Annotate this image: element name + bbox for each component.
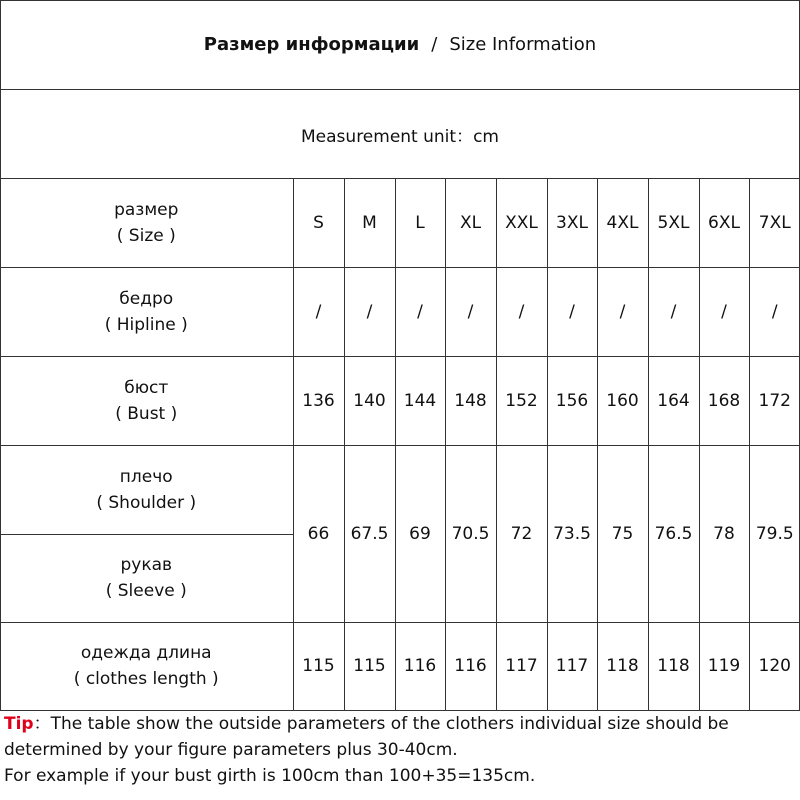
length-cell: 116 [395, 622, 445, 710]
length-cell: 116 [445, 622, 496, 710]
length-row [0, 622, 800, 710]
shoulder-sleeve-cell: 72 [496, 445, 547, 622]
size-cell: 3XL [547, 179, 597, 267]
bust-label [0, 356, 293, 445]
shoulder-sleeve-cell: 76.5 [648, 445, 699, 622]
size-cell: 5XL [648, 179, 699, 267]
bust-row [0, 356, 800, 445]
sleeve-label [0, 534, 293, 622]
bust-cell: 160 [597, 356, 648, 445]
tip-note [4, 711, 796, 789]
hip-label-en: ( Hipline ) [104, 314, 188, 335]
shoulder-sleeve-cell: 70.5 [445, 445, 496, 622]
hip-cell: / [699, 267, 749, 356]
shoulder-sleeve-cell: 75 [597, 445, 648, 622]
tip-line-1 [4, 711, 796, 737]
size-row [0, 179, 800, 267]
length-cell: 117 [496, 622, 547, 710]
length-cell: 117 [547, 622, 597, 710]
length-cell: 115 [293, 622, 344, 710]
shoulder-sleeve-cell: 73.5 [547, 445, 597, 622]
length-label-ru: одежда длина [80, 643, 212, 663]
size-cell: 6XL [699, 179, 749, 267]
size-cell: S [293, 179, 344, 267]
hip-cell: / [445, 267, 496, 356]
hip-label-ru: бедро [119, 288, 174, 309]
length-cell: 119 [699, 622, 749, 710]
title-row [0, 0, 800, 90]
hip-cell: / [344, 267, 395, 356]
length-cell: 120 [749, 622, 800, 710]
size-label-ru: размер [114, 199, 179, 220]
shoulder-sleeve-cell: 66 [293, 445, 344, 622]
tip-heading: Tip [4, 714, 34, 734]
shoulder-sleeve-cell: 79.5 [749, 445, 800, 622]
bust-cell: 168 [699, 356, 749, 445]
length-label-en: ( clothes length ) [73, 669, 219, 689]
hip-row [0, 267, 800, 356]
bust-cell: 140 [344, 356, 395, 445]
hip-cell: / [648, 267, 699, 356]
shoulder-label [0, 445, 293, 534]
title-separator: / [431, 34, 438, 55]
bust-cell: 152 [496, 356, 547, 445]
shoulder-row [0, 445, 800, 534]
title-english: Size Information [449, 34, 597, 55]
size-cell: L [395, 179, 445, 267]
bust-cell: 136 [293, 356, 344, 445]
shoulder-sleeve-cell: 69 [395, 445, 445, 622]
length-cell: 118 [597, 622, 648, 710]
size-cell: 4XL [597, 179, 648, 267]
shoulder-sleeve-cell: 67.5 [344, 445, 395, 622]
length-cell: 118 [648, 622, 699, 710]
length-cell: 115 [344, 622, 395, 710]
bust-cell: 148 [445, 356, 496, 445]
hip-cell: / [395, 267, 445, 356]
bust-cell: 156 [547, 356, 597, 445]
hip-cell: / [547, 267, 597, 356]
bust-label-en: ( Bust ) [115, 403, 178, 424]
length-label [0, 622, 293, 710]
measurement-unit: Measurement unit：cm [0, 90, 800, 179]
size-label-en: ( Size ) [116, 225, 176, 246]
shoulder-label-en: ( Shoulder ) [96, 492, 197, 513]
title-russian: Размер информации [203, 34, 420, 55]
size-cell: 7XL [749, 179, 800, 267]
bust-label-ru: бюст [124, 377, 169, 398]
shoulder-label-ru: плечо [119, 466, 173, 487]
hip-cell: / [597, 267, 648, 356]
hip-cell: / [293, 267, 344, 356]
size-table [0, 179, 800, 711]
tip-line-2: determined by your figure parameters plus 30-40cm. [4, 740, 458, 760]
sleeve-label-en: ( Sleeve ) [105, 581, 187, 601]
size-cell: M [344, 179, 395, 267]
tip-line-3: For example if your bust girth is 100cm than 100+35=135cm. [4, 766, 536, 786]
size-label [0, 179, 293, 267]
size-cell: XL [445, 179, 496, 267]
hip-cell: / [496, 267, 547, 356]
hip-cell: / [749, 267, 800, 356]
shoulder-sleeve-cell: 78 [699, 445, 749, 622]
bust-cell: 164 [648, 356, 699, 445]
bust-cell: 172 [749, 356, 800, 445]
size-cell: XXL [496, 179, 547, 267]
sleeve-label-ru: рукав [120, 555, 173, 575]
hip-label [0, 267, 293, 356]
bust-cell: 144 [395, 356, 445, 445]
tip-text-1: ：The table show the outside parameters of the clothers individual size should be [33, 714, 729, 734]
